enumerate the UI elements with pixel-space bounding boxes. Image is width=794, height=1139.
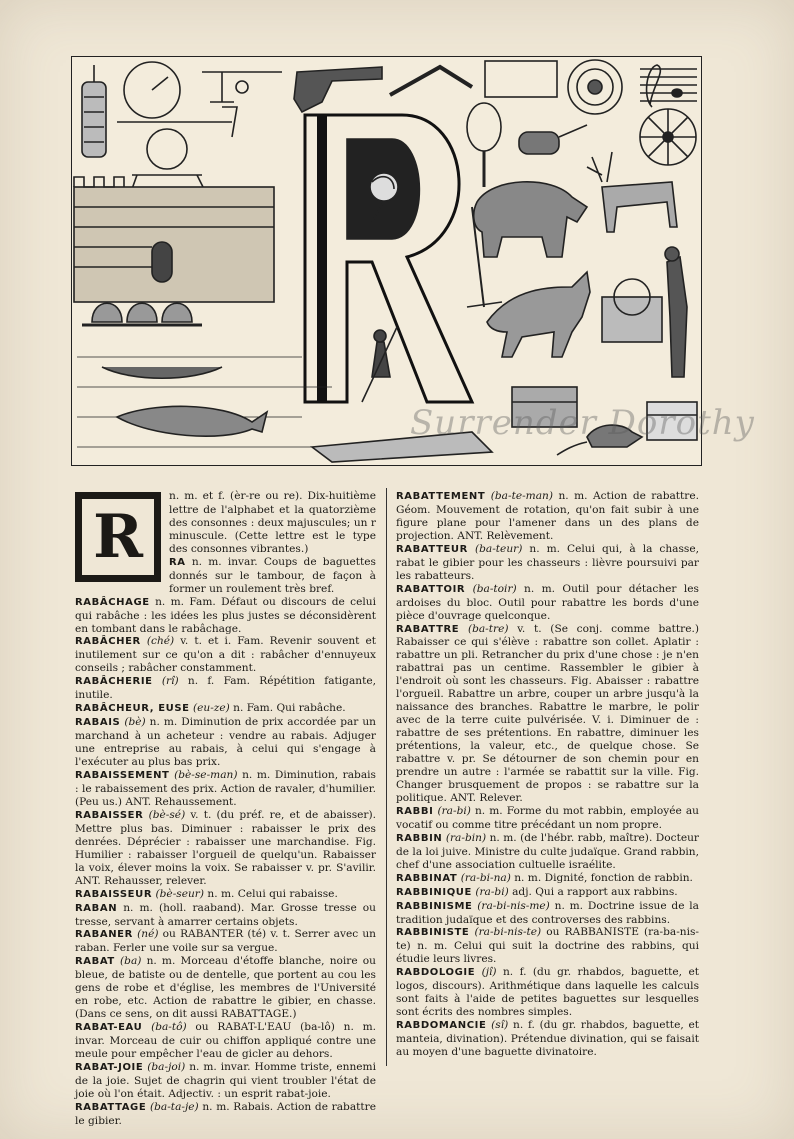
entry-pronunciation: (ra-bi) [437, 804, 471, 817]
rhinoceros-icon [474, 182, 587, 257]
entry-definition: n. f. (du gr. rhabdos, baguette, et manteia, divination). Prétendue divination, qui se faisait au moyen d'une baguette divinatoire. [396, 1019, 699, 1059]
dictionary-entry [396, 900, 699, 927]
whale-icon [117, 406, 267, 436]
entry-definition: n. m. Diminution, rabais : le rabaissement des prix. Action de ravaler, d'humilier. (Peu us.) ANT. Rehaussement. [75, 769, 376, 808]
entry-headword: RABBINIQUE [396, 886, 472, 898]
dropcap-letter: R [93, 502, 143, 572]
entry-headword: RABÂCHAGE [75, 596, 150, 608]
revolver-icon [294, 67, 382, 112]
entry-headword: RABÂCHERIE [75, 676, 153, 688]
entry-headword: RABAN [75, 902, 118, 914]
entry-definition: n. f. Fam. Répétition fatigante, inutile. [75, 675, 376, 702]
entry-headword: RABAT-JOIE [75, 1061, 144, 1073]
dictionary-entry [75, 928, 376, 955]
entry-headword: RABATTEUR [396, 543, 468, 555]
music-staff-icon [640, 65, 697, 107]
dictionary-entry [75, 1021, 376, 1061]
dictionary-entry [396, 966, 699, 1019]
entry-definition: n. Fam. Qui rabâche. [233, 702, 346, 715]
entry-definition: n. f. (du gr. rhabdos, baguette, et logos, discours). Arithmétique dans laquelle les calculs sont faits à l'aide de petites baguettes sur lesquelles sont écrits des nombres simples. [396, 966, 699, 1019]
grinder-scene-icon [602, 247, 687, 377]
entry-definition: n. m. Fam. Défaut ou discours de celui qui rabâche : les idées les plus justes se déconsidèrent en tombant dans le rabâchage. [75, 595, 376, 635]
entry-pronunciation: (bè-seur) [155, 887, 205, 900]
entry-headword: RABAT [75, 956, 115, 968]
entry-pronunciation: (ba-te-man) [490, 490, 553, 502]
right-entries [396, 490, 699, 1059]
dictionary-entry [75, 955, 376, 1021]
entry-pronunciation: (jî) [481, 966, 497, 979]
entry-headword: RABBINISME [396, 900, 473, 912]
entry-headword: RABBINISTE [396, 927, 470, 939]
entry-headword: RABDOMANCIE [396, 1020, 487, 1032]
entry-headword: RABATTOIR [396, 583, 466, 595]
razor-icon [390, 67, 472, 95]
entry-pronunciation: (ra-bi-na) [460, 871, 511, 884]
entry-pronunciation: (ra-bi) [475, 885, 509, 898]
wheel-icon [640, 109, 696, 165]
entry-pronunciation: (rî) [161, 675, 179, 688]
entry-definition: n. m. Rabais. Action de rabattre le gibier. [75, 1100, 376, 1127]
roller-icon [82, 65, 106, 157]
dictionary-entry [75, 596, 376, 636]
dictionary-entry [396, 886, 699, 900]
entry-definition: adj. Qui a rapport aux rabbins. [512, 885, 678, 898]
entry-pronunciation: (ba-teur) [474, 542, 523, 555]
left-column [75, 490, 376, 1128]
entry-definition: ou RABAT-L'EAU (ba-lô) n. m. invar. Morceau de cuir ou chiffon appliqué contre une meule pour empêcher l'eau de gicler au dehors. [75, 1021, 376, 1061]
entry-definition: n. m. et f. (èr-re ou re). Dix-huitième lettre de l'alphabet et la quatorzième des consonnes : deux majuscules; un r minuscule. (Cette lettre est le type des consonnes vibrantes.) [169, 490, 376, 555]
entry-definition: n. m. Celui qui rabaisse. [207, 887, 338, 900]
entry-headword: RABATTEMENT [396, 491, 486, 502]
entry-definition: n. m. Doctrine issue de la tradition judaïque et des controverses des rabbins. [396, 899, 699, 926]
left-entries [75, 490, 376, 1128]
tennis-racket-icon [467, 103, 501, 187]
right-column [396, 490, 699, 1059]
entry-definition: v. t. (du préf. re, et de abaisser). Mettre plus bas. Diminuer : rabaisser le prix des denrées. Déprécier : rabaisser une marchandise. Fig. Humilier : rabaisser l'orgueil de quelqu'un. Rabaisser la voix, élever moins la voix. Se rabaisser v. pr. S'avilir. ANT. Rehausser, relever. [75, 808, 376, 887]
dictionary-entry [396, 1019, 699, 1059]
entry-pronunciation: (ba-joi) [147, 1060, 186, 1073]
entry-definition: n. m. invar. Homme triste, ennemi de la joie. Sujet de chagrin qui vient troubler l'état de joie où l'on était. Adjectiv. : un esprit rabat-joie. [75, 1060, 376, 1100]
entry-pronunciation: (ra-bin) [445, 831, 487, 844]
dictionary-entry [396, 490, 699, 543]
dictionary-entry [75, 635, 376, 675]
entry-headword: RABÂCHER [75, 636, 141, 648]
dictionary-entry [75, 902, 376, 929]
watermark: Surrender Dorothy [410, 403, 755, 443]
entry-headword: RABBIN [396, 832, 443, 844]
dictionary-entry [396, 623, 699, 805]
dictionary-entry [396, 543, 699, 583]
rosette-icon [568, 60, 622, 114]
entry-headword: RABDOLOGIE [396, 967, 476, 979]
entry-pronunciation: (sî) [491, 1019, 509, 1032]
entry-headword: RABATTRE [396, 623, 460, 635]
entry-definition: n. m. invar. Coups de baguettes donnés sur le tambour, de façon à former un roulement très bref. [169, 555, 376, 595]
entry-definition: v. t. et i. Fam. Revenir souvent et inutilement sur ce qu'on a dit : rabâcher d'ennuyeux conseils ; rabâcher constamment. [75, 635, 376, 675]
beehives-icon [82, 303, 202, 325]
dictionary-entry [75, 716, 376, 769]
entry-headword: RABAIS [75, 717, 121, 729]
entry-pronunciation: (ba-tô) [151, 1021, 187, 1034]
entry-headword: RABBI [396, 805, 434, 817]
entry-definition: n. m. Morceau d'étoffe blanche, noire ou bleue, de batiste ou de dentelle, que portent au cou les gens de robe et d'église, les membres de l'Université en robe, etc. Action de rabattre le gibier, en chasse. (Dans ce sens, on dit aussi RABATTAGE.) [75, 955, 376, 1021]
scale-icon [202, 72, 282, 102]
entry-definition: n. m. Outil pour détacher les ardoises du bloc. Outil pour rabattre les bords d'une pièce d'ouvrage quelconque. [396, 582, 699, 622]
entry-pronunciation: (eu-ze) [193, 702, 230, 715]
rower-icon [102, 327, 397, 402]
dictionary-entry [396, 926, 699, 966]
dropcap-frame [81, 498, 155, 576]
entry-headword: RABAT-EAU [75, 1022, 143, 1034]
entry-pronunciation: (ba-ta-je) [150, 1100, 199, 1113]
entry-headword: RA [169, 556, 186, 568]
entry-definition: n. m. (holl. raaband). Mar. Grosse tresse ou tresse, servant à amarrer certains objets. [75, 901, 376, 928]
plate-letter-r [305, 115, 472, 402]
entry-definition: n. m. Action de rabattre. Géom. Mouvement de rotation, qu'on fait subir à une figure plane pour l'amener dans un des plans de projection. ANT. Relèvement. [396, 490, 700, 542]
dictionary-entry [75, 888, 376, 902]
entry-pronunciation: (né) [137, 928, 159, 941]
dictionary-entry [75, 1101, 376, 1128]
entry-definition: n. m. (de l'hébr. rabb, maître). Docteur de la loi juive. Ministre du culte judaïque. Grand rabbin, chef d'une association cultuelle israélite. [396, 831, 699, 871]
clock-dial-icon [124, 62, 180, 118]
entry-definition: n. m. Forme du mot rabbin, employée au vocatif ou comme titre précédant un nom propre. [396, 804, 699, 831]
grindstone-icon [519, 125, 587, 154]
fox-icon [487, 272, 590, 357]
dictionary-entry [396, 805, 699, 832]
dictionary-entry [75, 702, 376, 716]
entry-pronunciation: (ché) [146, 635, 175, 648]
dropcap [75, 492, 161, 582]
rampart-icon [74, 177, 274, 302]
dictionary-entry [75, 809, 376, 888]
entry-headword: RABAISSER [75, 809, 144, 821]
entry-definition: ou RABANTER (té) v. t. Serrer avec un raban. Ferler une voile sur sa vergue. [75, 928, 376, 955]
entry-headword: RABATTAGE [75, 1101, 147, 1113]
entry-definition: v. t. (Se conj. comme battre.) Rabaisser ce qui s'élève : rabattre son collet. Aplatir : rabattre un pli. Retrancher du prix d'une chose : je n'en rabattrai pas un centime. Rassembler le gibier à l'endroit où sont les chasseurs. Fig. Abaisser : rabattre l'orgueil. Rabattre un arbre, couper un arbre jusqu'à la naissance des branches. Rabattre le marbre, le polir avec de la terre cuite pulvérisée. V. i. Diminuer de : rabattre de ses prétentions. En rabattre, diminuer les prétentions, la valeur, etc., de quelque chose. Se rabattre v. pr. Se détourner de son chemin pour en prendre un autre : l'armée se rabattit sur la ville. Fig. Changer brusquement de propos : se rabattre sur la politique. ANT. Relever. [396, 622, 699, 804]
entry-definition: n. m. Celui qui, à la chasse, rabat le gibier pour les chasseurs : lièvre poursuivi par les rabatteurs. [396, 542, 700, 582]
entry-definition: n. m. Dignité, fonction de rabbin. [514, 871, 693, 884]
entry-headword: RABÂCHEUR, EUSE [75, 703, 190, 715]
dictionary-entry [75, 675, 376, 702]
entry-headword: RABAISSEMENT [75, 770, 170, 782]
dictionary-entry [75, 769, 376, 809]
entry-headword: RABANER [75, 929, 133, 941]
dictionary-entry [396, 872, 699, 886]
entry-definition: n. m. Diminution de prix accordée par un marchand à un acheteur : vendre au rabais. Adjuger une entreprise au rabais, à celui qui s'engage à l'exécuter au plus bas prix. [75, 716, 376, 769]
entry-headword: RABBINAT [396, 872, 458, 884]
entry-pronunciation: (bè) [124, 716, 146, 729]
entry-headword: RABAISSEUR [75, 888, 153, 900]
dictionary-entry [396, 583, 699, 623]
dictionary-entry [75, 1061, 376, 1101]
rectangle-icon [485, 61, 557, 97]
entry-pronunciation: (bè-sé) [148, 808, 186, 821]
spinning-wheel-icon [132, 129, 204, 189]
entry-pronunciation: (ba-toir) [472, 582, 517, 595]
column-rule [386, 488, 387, 1066]
entry-pronunciation: (ba-tre) [467, 622, 509, 635]
entry-pronunciation: (bè-se-man) [174, 769, 238, 782]
entry-pronunciation: (ba) [120, 955, 142, 968]
dictionary-entry [396, 832, 699, 872]
entry-definition: ou RABBANISTE (ra-ba-nis-te) n. m. Celui qui suit la doctrine des rabbins, qui étudie leurs livres. [396, 926, 700, 966]
entry-pronunciation: (ra-bi-nis-me) [477, 899, 550, 912]
entry-pronunciation: (ra-bi-nis-te) [474, 926, 542, 939]
illustration-plate [71, 56, 755, 466]
